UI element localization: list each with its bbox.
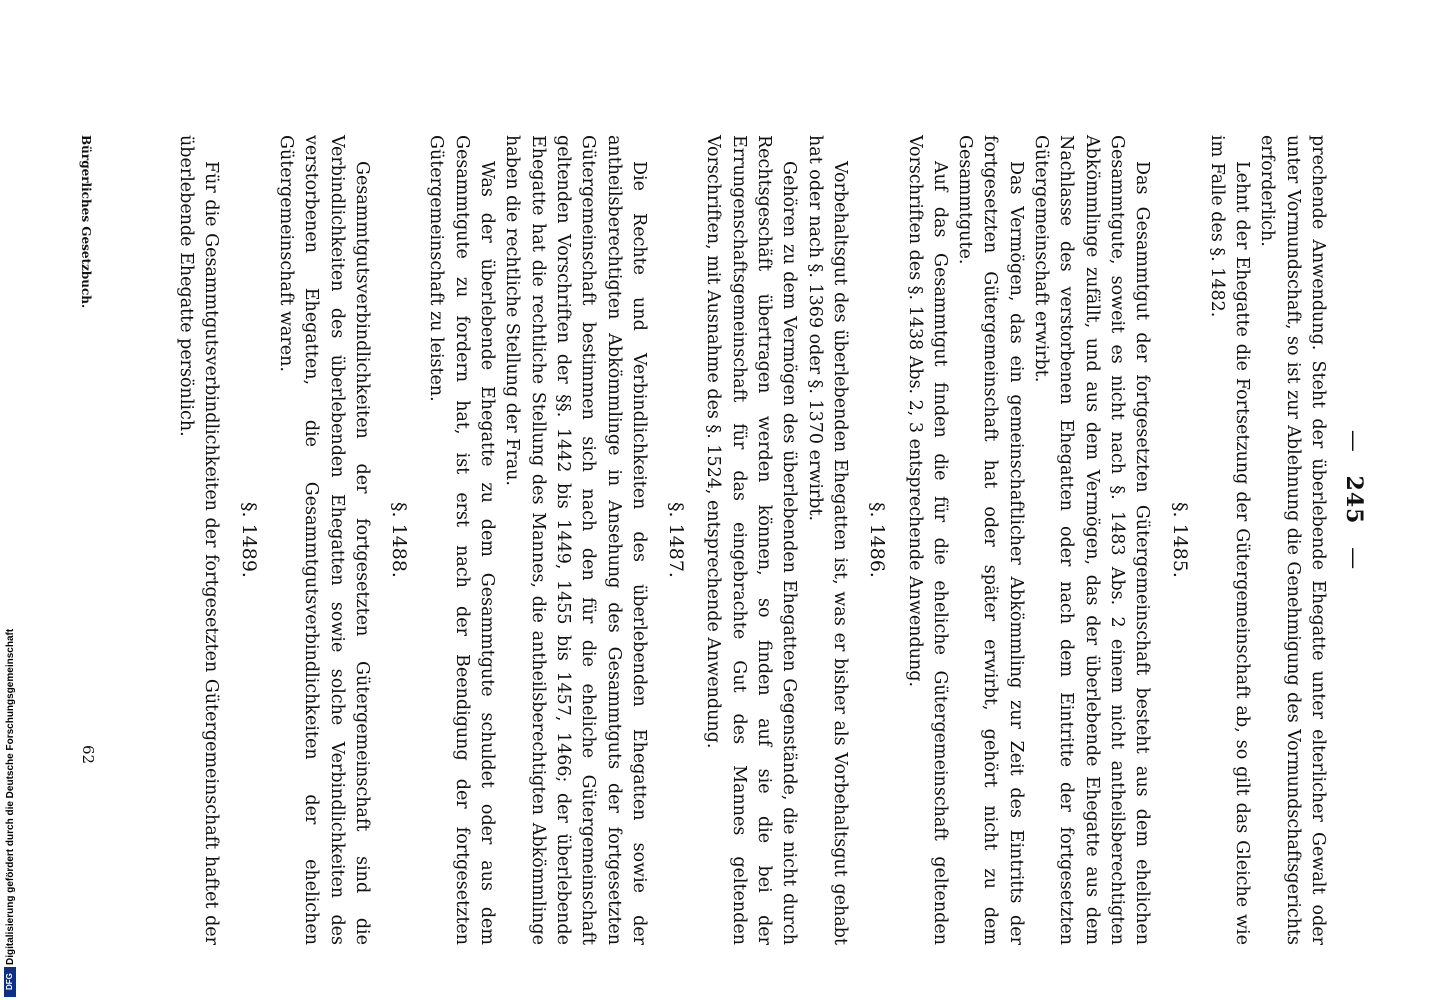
page-number: 245 <box>1341 475 1367 525</box>
paragraph-1485-2: Das Vermögen, das ein gemeinschaftlicher Abkömmling zur Zeit des Eintritts der fortgesetzten Gütergemeinschaft hat oder später erwirbt, gehört nicht zu dem Gesammtgute. <box>955 135 1026 945</box>
dfg-logo: DFG <box>4 967 16 997</box>
paragraph-1486-2: Gehören zu dem Vermögen des überlebenden Ehegatten Gegenstände, die nicht durch Rechtsgeschäft übertragen werden können, so finden auf sie die bei der Errungenschaftsgemeinschaft für das eingebrachte Gut des Mannes geltenden Vorschriften, mit Ausnahme des §. 1524, entsprechende Anwendung. <box>703 135 800 945</box>
section-heading-1489: §. 1489. <box>237 502 260 578</box>
section-heading-1486: §. 1486. <box>866 502 889 578</box>
section-heading-1485: §. 1485. <box>1168 502 1191 578</box>
header-dash-right: — <box>1341 547 1366 571</box>
paragraph-top-2: Lehnt der Ehegatte die Fortsetzung der Gütergemeinschaft ab, so gilt das Gleiche wie im Falle des §. 1482. <box>1206 135 1253 945</box>
page-body <box>173 135 1330 945</box>
section-heading-1488: §. 1488. <box>388 502 411 578</box>
paragraph-1486-1: Vorbehaltsgut des überlebenden Ehegatten ist, was er bisher als Vorbehaltsgut gehabt hat oder nach §. 1369 oder §. 1370 erwirbt. <box>804 135 850 945</box>
paragraph-1489-1: Für die Gesammtgutsverbindlichkeiten der fortgesetzten Gütergemeinschaft haftet der überlebende Ehegatte persönlich. <box>176 135 222 945</box>
paragraph-1487-1: Die Rechte und Verbindlichkeiten des überlebenden Ehegatten sowie der antheilsberechtigten Abkömmlinge in Ansehung des Gesammtguts der fortgesetzten Gütergemeinschaft bestimmen sich nach den für die eheliche Gütergemeinschaft geltenden Vorschriften der §§. 1442 bis 1449, 1455 bis 1457, 1466; der überlebende Ehegatte hat die rechtliche Stellung des Mannes, die antheilsberechtigten Abkömmlinge haben die rechtliche Stellung der Frau. <box>502 135 649 945</box>
section-heading-1487: §. 1487. <box>665 502 688 578</box>
paragraph-top-1: prechende Anwendung. Steht der überlebende Ehegatte unter elterlicher Gewalt oder unter Vormundschaft, so ist zur Ablehnung die Genehmigung des Vormundschaftsgerichts erforderlich. <box>1257 135 1328 945</box>
footer-title: Bürgerliches Gesetzbuch. <box>79 135 93 309</box>
header-dash-left: — <box>1341 429 1366 453</box>
dfg-funding-text: Digitalisierung gefördert durch die Deutsche Forschungsgemeinschaft <box>5 628 16 965</box>
dfg-side-note <box>0 605 16 995</box>
paragraph-1487-2: Was der überlebende Ehegatte zu dem Gesammtgute schuldet oder aus dem Gesammtgute zu fordern hat, ist erst nach der Beendigung der fortgesetzten Gütergemeinschaft zu leisten. <box>426 135 498 945</box>
paragraph-1488-1: Gesammtgutsverbindlichkeiten der fortgesetzten Gütergemeinschaft sind die Verbindlichkeiten des überlebenden Ehegatten sowie solche Verbindlichkeiten des verstorbenen Ehegatten, die Gesammtgutsverbindlichkeiten der ehelichen Gütergemeinschaft waren. <box>276 135 372 945</box>
page-header <box>1341 0 1367 1000</box>
signature-number: 62 <box>79 745 97 765</box>
paragraph-1485-1: Das Gesammtgut der fortgesetzten Gütergemeinschaft besteht aus dem ehelichen Gesammtgute, soweit es nicht nach §. 1483 Abs. 2 einem nicht antheilsberechtigten Abkömmlinge zufällt, und aus dem Vermögen, das der überlebende Ehegatte aus dem Nachlasse des verstorbenen Ehegatten oder nach dem Eintritte der fortgesetzten Gütergemeinschaft erwirbt. <box>1031 135 1153 945</box>
paragraph-1485-3: Auf das Gesammtgut finden die für die eheliche Gütergemeinschaft geltenden Vorschriften des §. 1438 Abs. 2, 3 entsprechende Anwendung. <box>904 135 950 945</box>
